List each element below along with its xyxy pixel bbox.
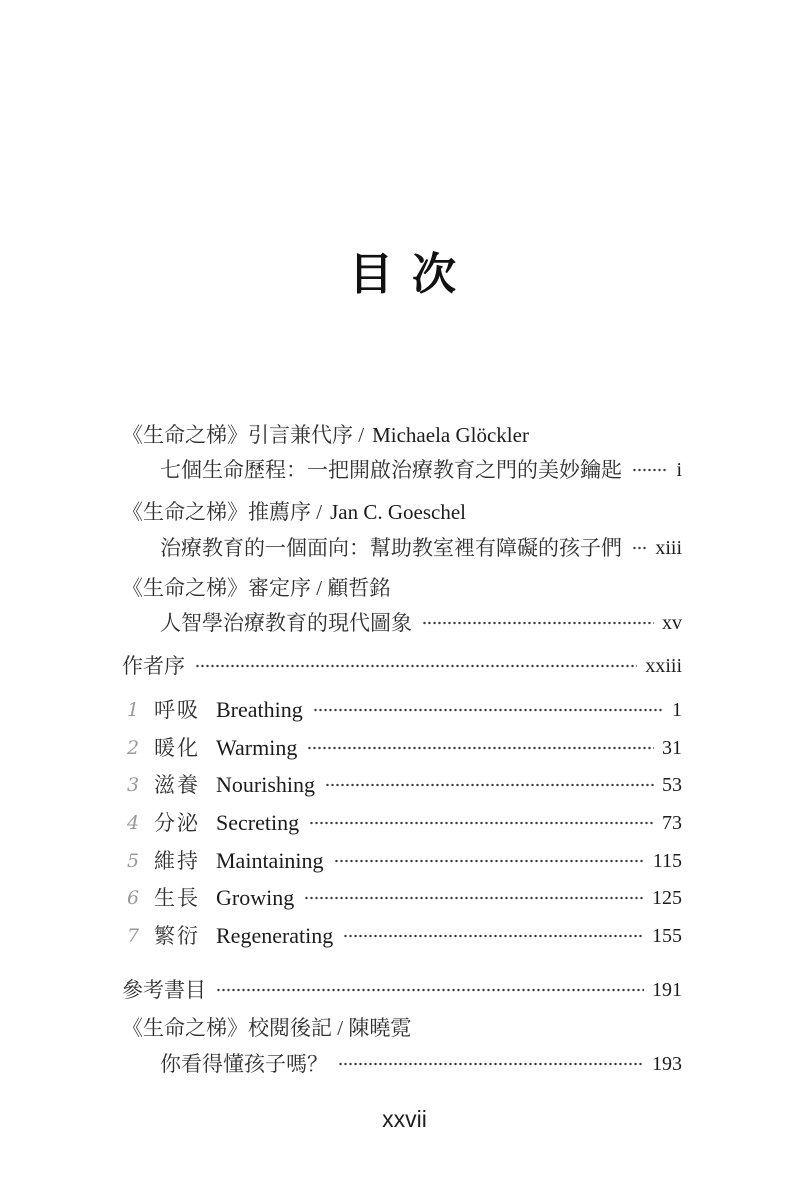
- chapter-title-zh: 生長: [154, 886, 200, 910]
- entry-title-zh: 《生命之梯》引言兼代序 /: [122, 423, 365, 447]
- entry-title-zh: 《生命之梯》審定序 / 顧哲銘: [122, 576, 391, 600]
- subtitle-text: 七個生命歷程：一把開啟治療教育之門的美妙鑰匙: [160, 458, 622, 482]
- chapter-title-zh: 繁衍: [154, 924, 200, 948]
- toc-entry-heading: [122, 497, 682, 527]
- page-ref: 125: [652, 887, 682, 909]
- chapter-row: [122, 770, 682, 800]
- page-ref: 115: [652, 850, 682, 872]
- page-ref: 191: [652, 979, 682, 1001]
- page-ref: 193: [652, 1053, 682, 1075]
- toc-entry-subtitle: [122, 455, 682, 485]
- entry-title-zh: 《生命之梯》推薦序 /: [122, 500, 323, 524]
- chapter-number: 4: [127, 812, 140, 834]
- entry-title-zh: 《生命之梯》校閱後記 / 陳曉霓: [122, 1016, 412, 1040]
- chapter-number: 3: [127, 774, 140, 796]
- chapter-title-en: Growing: [216, 885, 295, 910]
- page-ref: i: [676, 459, 682, 481]
- chapter-row: [122, 733, 682, 763]
- dot-leader: [216, 975, 644, 1005]
- chapter-row: [122, 808, 682, 838]
- dot-leader: [334, 846, 645, 876]
- subtitle-text: 治療教育的一個面向：幫助教室裡有障礙的孩子們: [160, 536, 622, 560]
- entry-label: 作者序: [122, 654, 185, 678]
- dot-leader: [632, 533, 647, 563]
- chapter-number: 7: [127, 925, 140, 947]
- chapter-title-zh: 滋養: [154, 773, 200, 797]
- dot-leader: [304, 883, 644, 913]
- page-ref: xiii: [655, 537, 682, 559]
- toc-entry-subtitle: [122, 1049, 682, 1079]
- dot-leader: [325, 770, 654, 800]
- toc-entry-subtitle: [122, 608, 682, 638]
- subtitle-text: 人智學治療教育的現代圖象: [160, 611, 412, 635]
- chapter-title-zh: 呼吸: [154, 698, 200, 722]
- toc-entry-bibliography: [122, 975, 682, 1005]
- toc-entry-heading: [122, 1013, 682, 1043]
- dot-leader: [309, 808, 654, 838]
- subtitle-text: 你看得懂孩子嗎？: [160, 1052, 328, 1076]
- dot-leader: [422, 608, 654, 638]
- chapter-row: [122, 921, 682, 951]
- entry-author-latin: Michaela Glöckler: [372, 423, 529, 447]
- dot-leader: [313, 695, 664, 725]
- page-ref: 31: [662, 737, 682, 759]
- toc-entry-subtitle: [122, 533, 682, 563]
- chapter-title-zh: 分泌: [154, 811, 200, 835]
- chapter-title-en: Nourishing: [216, 772, 315, 797]
- page-ref: 1: [672, 699, 682, 721]
- chapter-title-en: Regenerating: [216, 923, 334, 948]
- chapter-row: [122, 883, 682, 913]
- chapter-title-en: Breathing: [216, 697, 303, 722]
- chapter-number: 1: [127, 699, 140, 721]
- page-ref: 73: [662, 812, 682, 834]
- entry-author-latin: Jan C. Goeschel: [330, 500, 466, 524]
- chapter-title-zh: 暖化: [154, 736, 200, 760]
- toc-entry-heading: [122, 573, 682, 603]
- table-of-contents: [122, 420, 682, 1079]
- chapter-title-en: Warming: [216, 735, 298, 760]
- chapter-title-zh: 維持: [154, 849, 200, 873]
- dot-leader: [632, 455, 668, 485]
- chapter-number: 5: [127, 850, 140, 872]
- entry-label: 參考書目: [122, 978, 206, 1002]
- dot-leader: [343, 921, 644, 951]
- dot-leader: [195, 651, 637, 681]
- page-ref: xv: [662, 612, 682, 634]
- chapter-row: [122, 695, 682, 725]
- page-title: 目 次: [349, 250, 460, 299]
- folio-page-number: xxvii: [382, 1106, 427, 1132]
- chapter-row: [122, 846, 682, 876]
- chapter-number: 6: [127, 887, 140, 909]
- chapter-title-en: Secreting: [216, 810, 300, 835]
- page-ref: xxiii: [645, 655, 682, 677]
- toc-entry-heading: [122, 420, 682, 450]
- page-ref: 155: [652, 925, 682, 947]
- toc-entry-author-preface: [122, 651, 682, 681]
- dot-leader: [338, 1049, 644, 1079]
- chapter-number: 2: [127, 737, 140, 759]
- page-ref: 53: [662, 774, 682, 796]
- dot-leader: [307, 733, 654, 763]
- chapter-title-en: Maintaining: [216, 848, 324, 873]
